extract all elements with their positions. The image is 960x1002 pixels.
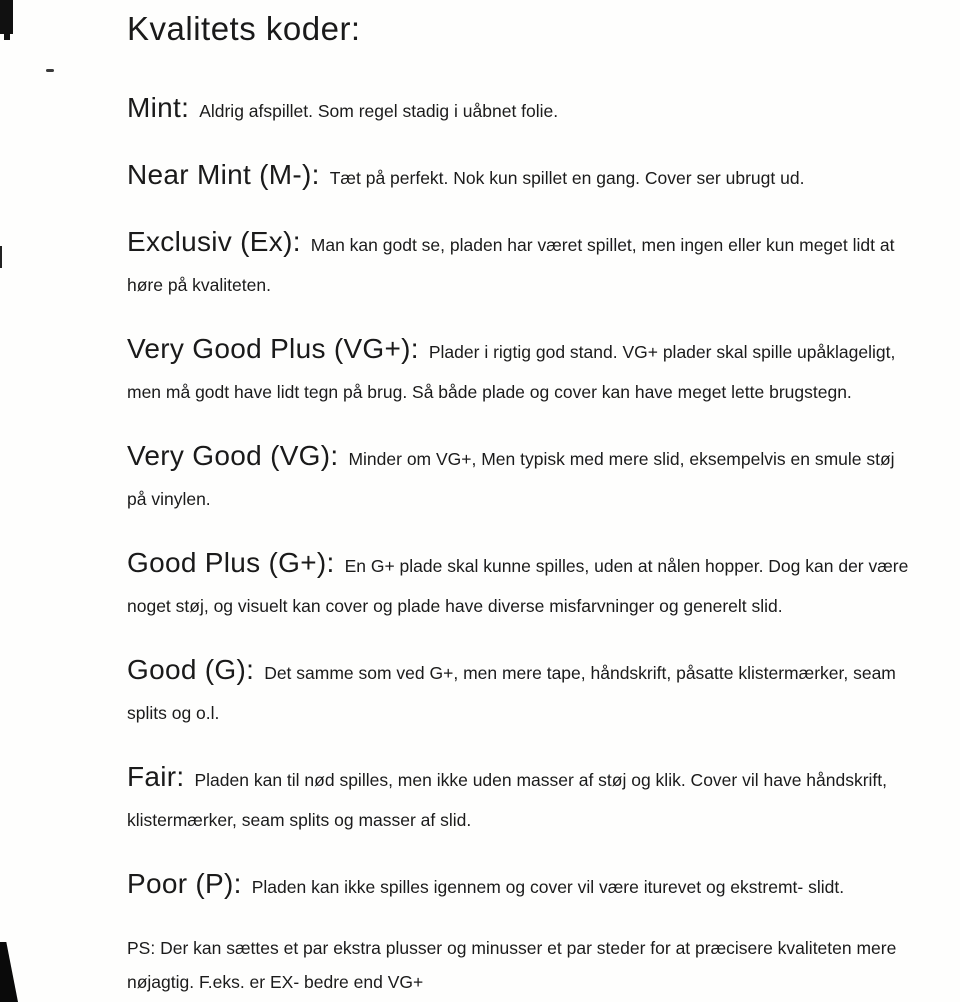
grade-entry-exclusiv [127,222,915,305]
grade-entry-very-good [127,436,915,519]
grade-term: Good (G): [127,654,255,685]
grade-desc: Minder om VG+, Men typisk med mere slid, eksempelvis en smule støj på vinylen. [127,449,895,509]
scan-artifact-dash [46,69,54,72]
grade-entry-near-mint [127,155,915,198]
grade-term: Exclusiv (Ex): [127,226,301,257]
grade-entry-poor [127,864,915,907]
scan-artifact-top-bar [0,0,13,34]
grade-desc: Det samme som ved G+, men mere tape, håndskrift, påsatte klistermærker, seam splits og o.l. [127,663,896,723]
scan-artifact-left-line [0,246,2,268]
grade-entry-good [127,650,915,733]
grade-term: Very Good Plus (VG+): [127,333,419,364]
grade-desc: Pladen kan til nød spilles, men ikke uden masser af støj og klik. Cover vil have håndskrift, klistermærker, seam splits og masser af slid. [127,770,888,830]
grade-desc: Man kan godt se, pladen har været spillet, men ingen eller kun meget lidt at høre på kvaliteten. [127,235,895,295]
grade-desc: Tæt på perfekt. Nok kun spillet en gang. Cover ser ubrugt ud. [329,168,805,188]
scan-artifact-top-bar-tail [4,30,10,40]
grade-desc: Pladen kan ikke spilles igennem og cover vil være iturevet og ekstremt- slidt. [251,877,845,897]
document-page [127,10,915,999]
grade-desc: En G+ plade skal kunne spilles, uden at nålen hopper. Dog kan der være noget støj, og visuelt kan cover og plade have diverse misfarvninger og generelt slid. [127,556,909,616]
ps-note: PS: Der kan sættes et par ekstra plusser og minusser et par steder for at præcisere kvaliteten mere nøjagtig. F.eks. er EX- bedre end VG+ [127,938,897,992]
grade-entry-fair [127,757,915,840]
scan-artifact-bottom-wedge [0,942,18,1002]
grade-desc: Aldrig afspillet. Som regel stadig i uåbnet folie. [199,101,559,121]
page-title: Kvalitets koder: [127,10,361,47]
grade-desc: Plader i rigtig god stand. VG+ plader skal spille upåklageligt, men må godt have lidt tegn på brug. Så både plade og cover kan have meget lette brugstegn. [127,342,896,402]
grade-term: Fair: [127,761,185,792]
grade-entry-very-good-plus [127,329,915,412]
grade-term: Poor (P): [127,868,242,899]
grade-entry-mint [127,88,915,131]
grade-entry-good-plus [127,543,915,626]
grade-term: Good Plus (G+): [127,547,335,578]
grade-term: Very Good (VG): [127,440,339,471]
grade-term: Mint: [127,92,190,123]
grade-term: Near Mint (M-): [127,159,320,190]
